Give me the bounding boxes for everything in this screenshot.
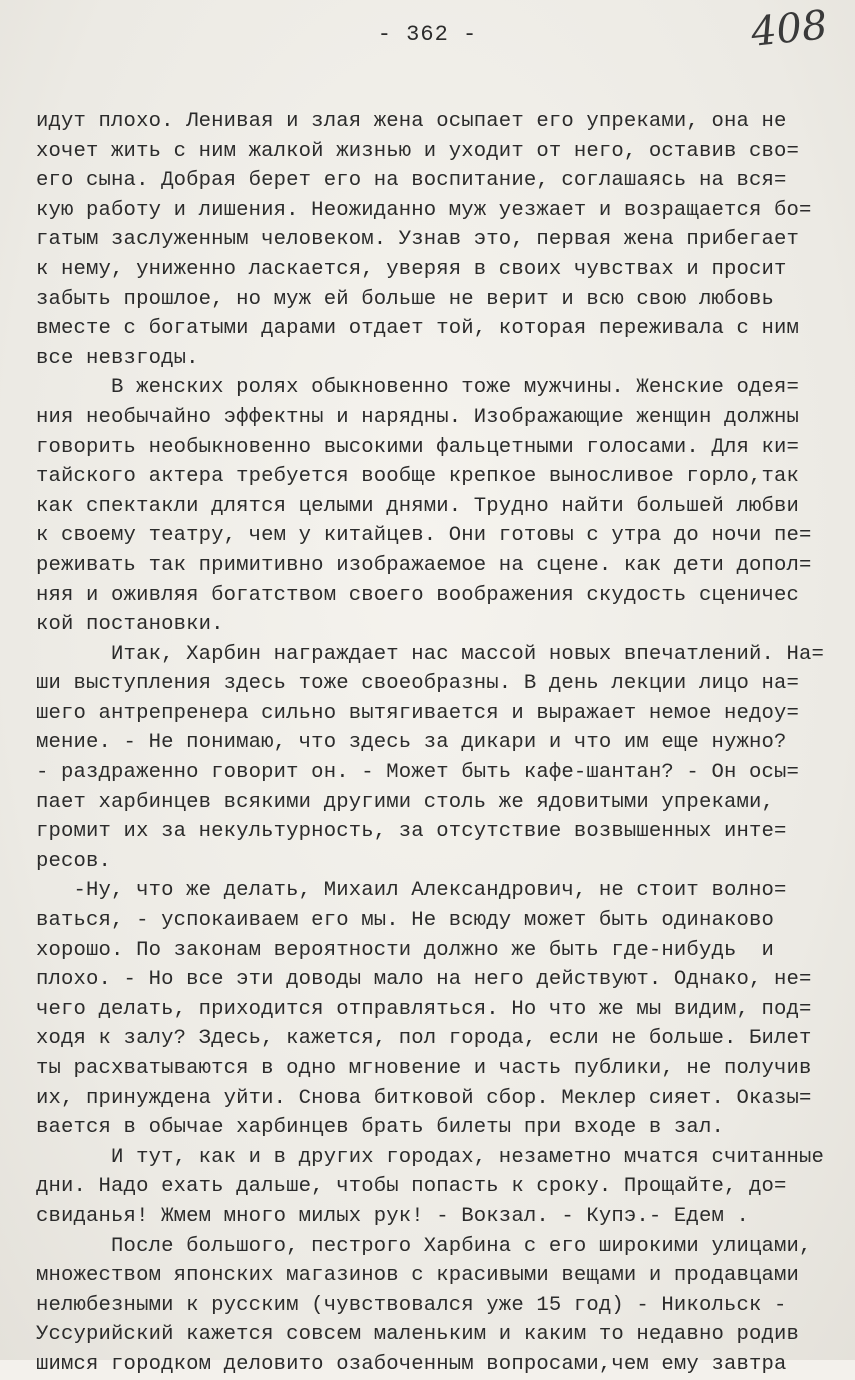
- text-line: свиданья! Жмем много милых рук! - Вокзал. - Купэ.- Едем .: [36, 1204, 749, 1228]
- text-line: хорошо. По законам вероятности должно же быть где-нибудь и: [36, 938, 774, 962]
- text-line: кой постановки.: [36, 613, 224, 637]
- text-line: И тут, как и в других городах, незаметно мчатся считанные: [36, 1145, 825, 1169]
- text-line: их, принуждена уйти. Снова битковой сбор. Меклер сияет. Оказы=: [36, 1086, 812, 1110]
- text-line: плохо. - Но все эти доводы мало на него действуют. Однако, не=: [36, 968, 812, 992]
- text-line: гатым заслуженным человеком. Узнав это, первая жена прибегает: [36, 228, 800, 252]
- text-line: ресов.: [36, 849, 112, 873]
- text-line: ходя к залу? Здесь, кажется, пол города, если не больше. Билет: [36, 1027, 812, 1051]
- text-line: тайского актера требуется вообще крепкое выносливое горло,так: [36, 465, 800, 489]
- text-line: к своему театру, чем у китайцев. Они готовы с утра до ночи пе=: [36, 524, 812, 548]
- text-line: ты расхватываются в одно мгновение и часть публики, не получив: [36, 1057, 812, 1080]
- text-line: забыть прошлое, но муж ей больше не верит и всю свою любовь: [36, 287, 774, 311]
- page-number: - 362 -: [377, 22, 478, 47]
- text-line: к нему, униженно ласкается, уверяя в своих чувствах и просит: [36, 257, 787, 281]
- text-line: Уссурийский кажется совсем маленьким и каким то недавно родив: [36, 1323, 800, 1347]
- text-line: шего антрепренера сильно вытягивается и выражает немое недоу=: [36, 701, 800, 725]
- text-line: дни. Надо ехать дальше, чтобы попасть к сроку. Прощайте, до=: [36, 1175, 787, 1199]
- text-line: -Ну, что же делать, Михаил Александрович, не стоит волно=: [36, 879, 787, 903]
- text-line: пает харбинцев всякими другими столь же ядовитыми упреками,: [36, 790, 774, 814]
- text-line: его сына. Добрая берет его на воспитание, соглашаясь на вся=: [36, 169, 787, 193]
- text-line: После большого, пестрого Харбина с его широкими улицами,: [36, 1234, 812, 1258]
- text-line: шимся городком деловито озабоченным вопросами,чем ему завтра: [36, 1352, 787, 1376]
- text-line: все невзгоды.: [36, 346, 199, 370]
- text-line: идут плохо. Ленивая и злая жена осыпает его упреками, она не: [36, 110, 787, 133]
- text-line: кую работу и лишения. Неожиданно муж уезжает и возращается бо=: [36, 198, 812, 222]
- text-line: реживать так примитивно изображаемое на сцене. как дети допол=: [36, 553, 812, 577]
- text-line: мение. - Не понимаю, что здесь за дикари и что им еще нужно?: [36, 731, 787, 755]
- text-line: - раздраженно говорит он. - Может быть кафе-шантан? - Он осы=: [36, 761, 800, 785]
- text-line: чего делать, приходится отправляться. Но что же мы видим, под=: [36, 997, 812, 1021]
- text-line: ния необычайно эффектны и нарядны. Изображающие женщин должны: [36, 405, 800, 429]
- document-body: [36, 107, 851, 1380]
- text-line: громит их за некультурность, за отсутствие возвышенных инте=: [36, 820, 787, 844]
- text-line: нелюбезными к русским (чувствовался уже 15 год) - Никольск -: [36, 1293, 787, 1317]
- text-line: Итак, Харбин награждает нас массой новых впечатлений. На=: [36, 642, 825, 666]
- text-line: хочет жить с ним жалкой жизнью и уходит от него, оставив сво=: [36, 139, 800, 163]
- handwritten-archive-number: 408: [748, 2, 830, 56]
- text-line: вается в обычае харбинцев брать билеты при входе в зал.: [36, 1116, 724, 1140]
- text-line: няя и оживляя богатством своего воображения скудость сценичес: [36, 583, 800, 607]
- text-line: множеством японских магазинов с красивыми вещами и продавцами: [36, 1264, 800, 1288]
- text-line: В женских ролях обыкновенно тоже мужчины. Женские одея=: [36, 376, 800, 400]
- text-line: ваться, - успокаиваем его мы. Не всюду может быть одинаково: [36, 909, 774, 933]
- text-line: говорить необыкновенно высокими фальцетными голосами. Для ки=: [36, 435, 800, 459]
- text-line: как спектакли длятся целыми днями. Трудно найти большей любви: [36, 494, 800, 518]
- text-line: ши выступления здесь тоже своеобразны. В день лекции лицо на=: [36, 672, 800, 696]
- text-line: вместе с богатыми дарами отдает той, которая переживала с ним: [36, 317, 800, 341]
